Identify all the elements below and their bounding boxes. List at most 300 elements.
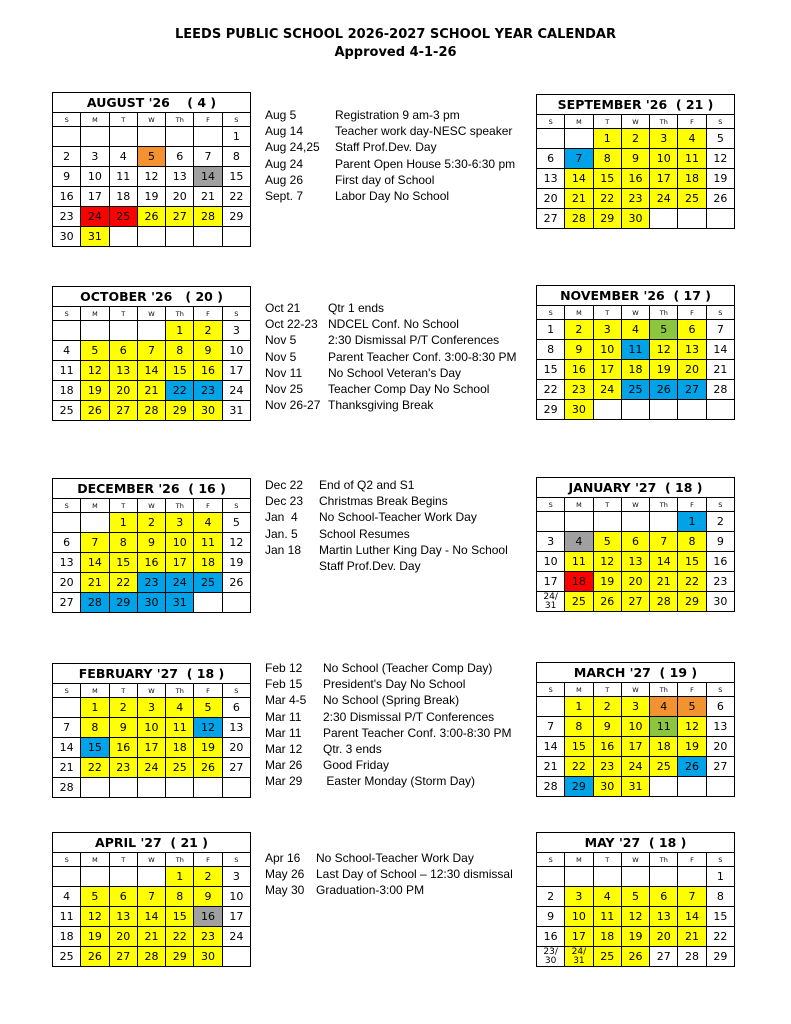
note-date: Nov 11 <box>265 365 303 380</box>
day-cell: 20 <box>109 381 137 401</box>
day-cell: 7 <box>53 718 81 738</box>
weekday-label: M <box>565 306 593 320</box>
day-cell: 26 <box>222 573 250 593</box>
note-event: Parent Teacher Conf. 3:00-8:30 PM <box>328 349 517 364</box>
note-item <box>265 188 515 204</box>
day-cell: 13 <box>621 552 649 572</box>
day-cell: 11 <box>53 361 81 381</box>
day-cell: 2 <box>593 697 621 717</box>
day-cell: 22 <box>166 381 194 401</box>
day-cell: 3 <box>137 698 165 718</box>
day-cell: 4 <box>678 129 706 149</box>
day-cell: 7 <box>194 147 222 167</box>
day-cell: 10 <box>222 887 250 907</box>
day-cell: 12 <box>678 717 706 737</box>
day-cell: 26 <box>706 189 734 209</box>
day-cell: 7 <box>650 532 678 552</box>
weekday-label: F <box>194 853 222 867</box>
day-cell: 21 <box>565 189 593 209</box>
day-cell: 6 <box>537 149 565 169</box>
day-cell: 14 <box>194 167 222 187</box>
day-cell: 17 <box>137 738 165 758</box>
day-cell: 26 <box>194 758 222 778</box>
weekday-label: S <box>222 684 250 698</box>
note-item <box>265 526 508 542</box>
day-cell: 29 <box>678 592 706 612</box>
day-cell: 12 <box>137 167 165 187</box>
day-cell: 28 <box>650 592 678 612</box>
day-cell: 15 <box>593 169 621 189</box>
note-item <box>265 660 512 676</box>
day-cell: 19 <box>137 187 165 207</box>
day-cell: 18 <box>53 927 81 947</box>
month-title: MARCH '27 ( 19 ) <box>537 663 735 683</box>
weekday-label: M <box>81 307 109 321</box>
day-cell <box>81 321 109 341</box>
day-cell <box>81 867 109 887</box>
day-cell: 7 <box>137 887 165 907</box>
weekday-label: W <box>137 684 165 698</box>
day-cell <box>706 777 734 797</box>
day-cell <box>593 400 621 420</box>
note-event: Good Friday <box>323 758 390 773</box>
weekday-label: Th <box>166 307 194 321</box>
day-cell: 27 <box>53 593 81 613</box>
day-cell: 22 <box>706 927 734 947</box>
weekday-label: W <box>137 499 165 513</box>
day-cell: 25 <box>650 757 678 777</box>
day-cell: 22 <box>166 927 194 947</box>
day-cell: 22 <box>222 187 250 207</box>
day-cell: 19 <box>621 927 649 947</box>
day-cell: 21 <box>678 927 706 947</box>
day-cell: 26 <box>650 380 678 400</box>
day-cell: 26 <box>593 592 621 612</box>
day-cell: 24 <box>650 189 678 209</box>
day-cell: 19 <box>222 553 250 573</box>
day-cell: 2 <box>565 320 593 340</box>
day-cell <box>81 778 109 798</box>
day-cell: 10 <box>537 552 565 572</box>
day-cell: 16 <box>109 738 137 758</box>
day-cell: 17 <box>537 572 565 592</box>
day-cell: 13 <box>537 169 565 189</box>
day-cell: 16 <box>53 187 81 207</box>
day-cell <box>678 867 706 887</box>
day-cell: 5 <box>593 532 621 552</box>
note-date: Mar 11 <box>265 725 302 740</box>
notes-dec <box>265 477 508 574</box>
day-cell: 1 <box>222 127 250 147</box>
day-cell: 11 <box>678 149 706 169</box>
day-cell: 5 <box>650 320 678 340</box>
day-cell: 22 <box>109 573 137 593</box>
weekday-label: M <box>81 499 109 513</box>
note-event: Qtr 1 ends <box>328 301 385 315</box>
day-cell: 8 <box>565 717 593 737</box>
day-cell: 17 <box>593 360 621 380</box>
day-cell: 31 <box>81 227 109 247</box>
day-cell: 7 <box>137 341 165 361</box>
day-cell: 23/ 30 <box>537 947 565 967</box>
notes-oct <box>265 300 517 413</box>
day-cell: 1 <box>537 320 565 340</box>
weekday-label: F <box>678 306 706 320</box>
day-cell: 1 <box>166 321 194 341</box>
day-cell: 18 <box>678 169 706 189</box>
day-cell: 27 <box>166 207 194 227</box>
day-cell <box>166 227 194 247</box>
weekday-label: M <box>81 113 109 127</box>
day-cell: 4 <box>194 513 222 533</box>
day-cell: 29 <box>706 947 734 967</box>
day-cell: 4 <box>53 341 81 361</box>
day-cell: 3 <box>166 513 194 533</box>
day-cell: 27 <box>109 947 137 967</box>
day-cell: 8 <box>706 887 734 907</box>
weekday-label: T <box>109 853 137 867</box>
day-cell: 16 <box>194 907 222 927</box>
day-cell: 15 <box>706 907 734 927</box>
day-cell: 28 <box>706 380 734 400</box>
day-cell: 25 <box>678 189 706 209</box>
day-cell: 2 <box>53 147 81 167</box>
note-event: 2:30 Dismissal P/T Conferences <box>328 333 500 348</box>
note-event: Staff Prof.Dev. Day <box>335 140 437 155</box>
day-cell: 17 <box>222 907 250 927</box>
day-cell: 20 <box>109 927 137 947</box>
day-cell: 10 <box>137 718 165 738</box>
weekday-label: S <box>706 306 734 320</box>
day-cell <box>109 867 137 887</box>
day-cell: 10 <box>593 340 621 360</box>
note-event: Staff Prof.Dev. Day <box>319 559 421 574</box>
day-cell: 11 <box>53 907 81 927</box>
day-cell <box>81 513 109 533</box>
day-cell: 19 <box>81 927 109 947</box>
day-cell: 1 <box>706 867 734 887</box>
day-cell: 16 <box>593 737 621 757</box>
day-cell: 5 <box>137 147 165 167</box>
weekday-label: T <box>109 307 137 321</box>
day-cell: 8 <box>166 341 194 361</box>
day-cell: 21 <box>537 757 565 777</box>
day-cell: 27 <box>706 757 734 777</box>
note-item <box>265 709 512 725</box>
day-cell <box>53 698 81 718</box>
day-cell: 2 <box>194 867 222 887</box>
day-cell: 3 <box>222 321 250 341</box>
day-cell: 30 <box>137 593 165 613</box>
day-cell <box>109 778 137 798</box>
weekday-label: F <box>194 499 222 513</box>
calendar-dec <box>52 478 251 613</box>
day-cell: 10 <box>565 907 593 927</box>
day-cell: 13 <box>109 361 137 381</box>
note-event: NDCEL Conf. No School <box>328 317 459 332</box>
day-cell: 8 <box>537 340 565 360</box>
day-cell: 2 <box>621 129 649 149</box>
day-cell <box>678 400 706 420</box>
day-cell <box>53 867 81 887</box>
day-cell: 15 <box>222 167 250 187</box>
day-cell: 14 <box>706 340 734 360</box>
day-cell: 21 <box>194 187 222 207</box>
day-cell: 5 <box>621 887 649 907</box>
note-date: May 26 <box>265 867 305 882</box>
note-item <box>265 509 508 525</box>
note-event: No School-Teacher Work Day <box>316 851 474 865</box>
day-cell: 23 <box>706 572 734 592</box>
weekday-label: F <box>678 853 706 867</box>
page-subtitle: Approved 4-1-26 <box>334 45 457 60</box>
day-cell: 6 <box>650 887 678 907</box>
calendar-oct <box>52 286 251 421</box>
weekday-label: S <box>53 307 81 321</box>
day-cell: 12 <box>621 907 649 927</box>
day-cell <box>137 321 165 341</box>
day-cell: 1 <box>166 867 194 887</box>
day-cell: 18 <box>109 187 137 207</box>
day-cell: 9 <box>593 717 621 737</box>
calendar-feb <box>52 663 251 798</box>
day-cell: 15 <box>166 361 194 381</box>
day-cell: 5 <box>81 887 109 907</box>
note-date: Aug 14 <box>265 124 304 139</box>
day-cell: 21 <box>53 758 81 778</box>
day-cell: 27 <box>621 592 649 612</box>
day-cell <box>137 127 165 147</box>
day-cell: 9 <box>621 149 649 169</box>
day-cell <box>166 778 194 798</box>
weekday-label: W <box>137 307 165 321</box>
note-item <box>265 381 517 397</box>
month-title: AUGUST '26 ( 4 ) <box>53 93 251 113</box>
weekday-label: W <box>621 498 649 512</box>
day-cell <box>537 129 565 149</box>
day-cell: 28 <box>53 778 81 798</box>
day-cell: 23 <box>565 380 593 400</box>
weekday-label: Th <box>650 115 678 129</box>
note-item <box>265 300 517 316</box>
day-cell: 9 <box>194 341 222 361</box>
day-cell: 8 <box>81 718 109 738</box>
day-cell: 20 <box>537 189 565 209</box>
weekday-label: S <box>222 307 250 321</box>
day-cell <box>650 209 678 229</box>
day-cell: 16 <box>537 927 565 947</box>
day-cell <box>109 227 137 247</box>
day-cell: 20 <box>621 572 649 592</box>
day-cell: 26 <box>621 947 649 967</box>
note-event: Parent Teacher Conf. 3:00-8:30 PM <box>323 725 512 740</box>
note-item <box>265 397 517 413</box>
note-item <box>265 882 513 898</box>
day-cell: 30 <box>565 400 593 420</box>
day-cell: 21 <box>81 573 109 593</box>
month-title: OCTOBER '26 ( 20 ) <box>53 287 251 307</box>
day-cell: 2 <box>137 513 165 533</box>
day-cell: 28 <box>194 207 222 227</box>
day-cell: 27 <box>109 401 137 421</box>
day-cell: 9 <box>109 718 137 738</box>
month-title: DECEMBER '26 ( 16 ) <box>53 479 251 499</box>
day-cell: 13 <box>53 553 81 573</box>
day-cell: 14 <box>565 169 593 189</box>
note-item <box>265 757 512 773</box>
day-cell: 26 <box>81 947 109 967</box>
day-cell: 12 <box>593 552 621 572</box>
note-event: Graduation-3:00 PM <box>316 883 425 898</box>
day-cell: 1 <box>593 129 621 149</box>
day-cell: 20 <box>706 737 734 757</box>
day-cell: 7 <box>678 887 706 907</box>
weekday-label: S <box>53 684 81 698</box>
weekday-label: M <box>565 683 593 697</box>
day-cell <box>53 321 81 341</box>
day-cell: 24 <box>621 757 649 777</box>
day-cell: 14 <box>53 738 81 758</box>
day-cell: 19 <box>593 572 621 592</box>
note-item <box>265 676 512 692</box>
day-cell: 9 <box>53 167 81 187</box>
day-cell <box>81 127 109 147</box>
day-cell: 6 <box>222 698 250 718</box>
weekday-label: W <box>137 853 165 867</box>
note-event: School Resumes <box>319 526 410 541</box>
note-item <box>265 349 517 365</box>
calendar-jan <box>536 477 735 612</box>
day-cell <box>194 227 222 247</box>
note-event: Registration 9 am-3 pm <box>335 108 460 122</box>
day-cell <box>706 209 734 229</box>
day-cell: 11 <box>109 167 137 187</box>
day-cell: 22 <box>678 572 706 592</box>
weekday-label: M <box>81 684 109 698</box>
day-cell: 30 <box>593 777 621 797</box>
day-cell: 21 <box>650 572 678 592</box>
day-cell: 19 <box>706 169 734 189</box>
day-cell: 17 <box>81 187 109 207</box>
note-item <box>265 866 513 882</box>
weekday-label: S <box>537 853 565 867</box>
day-cell: 12 <box>222 533 250 553</box>
weekday-label: Th <box>650 498 678 512</box>
calendar-sep <box>536 94 735 229</box>
day-cell <box>650 400 678 420</box>
day-cell: 14 <box>137 907 165 927</box>
day-cell: 23 <box>137 573 165 593</box>
day-cell: 7 <box>81 533 109 553</box>
weekday-label: T <box>109 113 137 127</box>
note-event: End of Q2 and S1 <box>319 478 415 492</box>
note-item <box>265 107 515 123</box>
day-cell: 14 <box>537 737 565 757</box>
note-date: Aug 26 <box>265 172 304 187</box>
day-cell <box>194 778 222 798</box>
day-cell <box>137 778 165 798</box>
weekday-label: T <box>109 499 137 513</box>
note-item <box>265 172 515 188</box>
month-title: JANUARY '27 ( 18 ) <box>537 478 735 498</box>
day-cell: 11 <box>650 717 678 737</box>
day-cell: 3 <box>537 532 565 552</box>
day-cell: 25 <box>621 380 649 400</box>
day-cell: 13 <box>222 718 250 738</box>
day-cell: 25 <box>194 573 222 593</box>
day-cell: 4 <box>53 887 81 907</box>
note-event: Labor Day No School <box>335 189 450 204</box>
note-item <box>265 316 517 332</box>
note-item <box>265 332 517 348</box>
note-date: Mar 29 <box>265 774 303 789</box>
day-cell: 17 <box>222 361 250 381</box>
day-cell: 19 <box>81 381 109 401</box>
day-cell: 1 <box>565 697 593 717</box>
day-cell <box>565 512 593 532</box>
day-cell: 28 <box>678 947 706 967</box>
month-title: SEPTEMBER '26 ( 21 ) <box>537 95 735 115</box>
day-cell: 28 <box>565 209 593 229</box>
day-cell: 1 <box>678 512 706 532</box>
day-cell: 11 <box>194 533 222 553</box>
day-cell: 30 <box>621 209 649 229</box>
weekday-label: Th <box>166 499 194 513</box>
day-cell: 19 <box>650 360 678 380</box>
day-cell: 30 <box>194 947 222 967</box>
day-cell: 29 <box>537 400 565 420</box>
day-cell: 30 <box>194 401 222 421</box>
day-cell: 16 <box>565 360 593 380</box>
weekday-label: W <box>621 683 649 697</box>
note-event: Easter Monday (Storm Day) <box>323 774 476 789</box>
weekday-label: Th <box>650 683 678 697</box>
day-cell: 8 <box>166 887 194 907</box>
day-cell <box>678 777 706 797</box>
day-cell: 12 <box>706 149 734 169</box>
day-cell <box>222 778 250 798</box>
day-cell: 19 <box>678 737 706 757</box>
weekday-label: M <box>565 115 593 129</box>
note-item <box>265 773 512 789</box>
day-cell: 27 <box>537 209 565 229</box>
day-cell: 23 <box>109 758 137 778</box>
day-cell: 3 <box>222 867 250 887</box>
day-cell: 8 <box>222 147 250 167</box>
day-cell <box>565 129 593 149</box>
day-cell: 16 <box>621 169 649 189</box>
day-cell: 10 <box>166 533 194 553</box>
day-cell: 15 <box>678 552 706 572</box>
notes-aug <box>265 107 515 204</box>
note-item <box>265 850 513 866</box>
day-cell <box>650 777 678 797</box>
note-date: Dec 22 <box>265 478 304 492</box>
day-cell: 3 <box>621 697 649 717</box>
month-title: NOVEMBER '26 ( 17 ) <box>537 286 735 306</box>
day-cell: 25 <box>166 758 194 778</box>
note-date: May 30 <box>265 883 305 898</box>
note-event: Teacher Comp Day No School <box>328 382 490 397</box>
day-cell: 13 <box>109 907 137 927</box>
day-cell: 25 <box>593 947 621 967</box>
day-cell <box>222 593 250 613</box>
weekday-label: S <box>537 306 565 320</box>
note-date: Nov 26-27 <box>265 398 321 413</box>
weekday-label: Th <box>650 853 678 867</box>
weekday-label: S <box>53 113 81 127</box>
day-cell: 15 <box>537 360 565 380</box>
